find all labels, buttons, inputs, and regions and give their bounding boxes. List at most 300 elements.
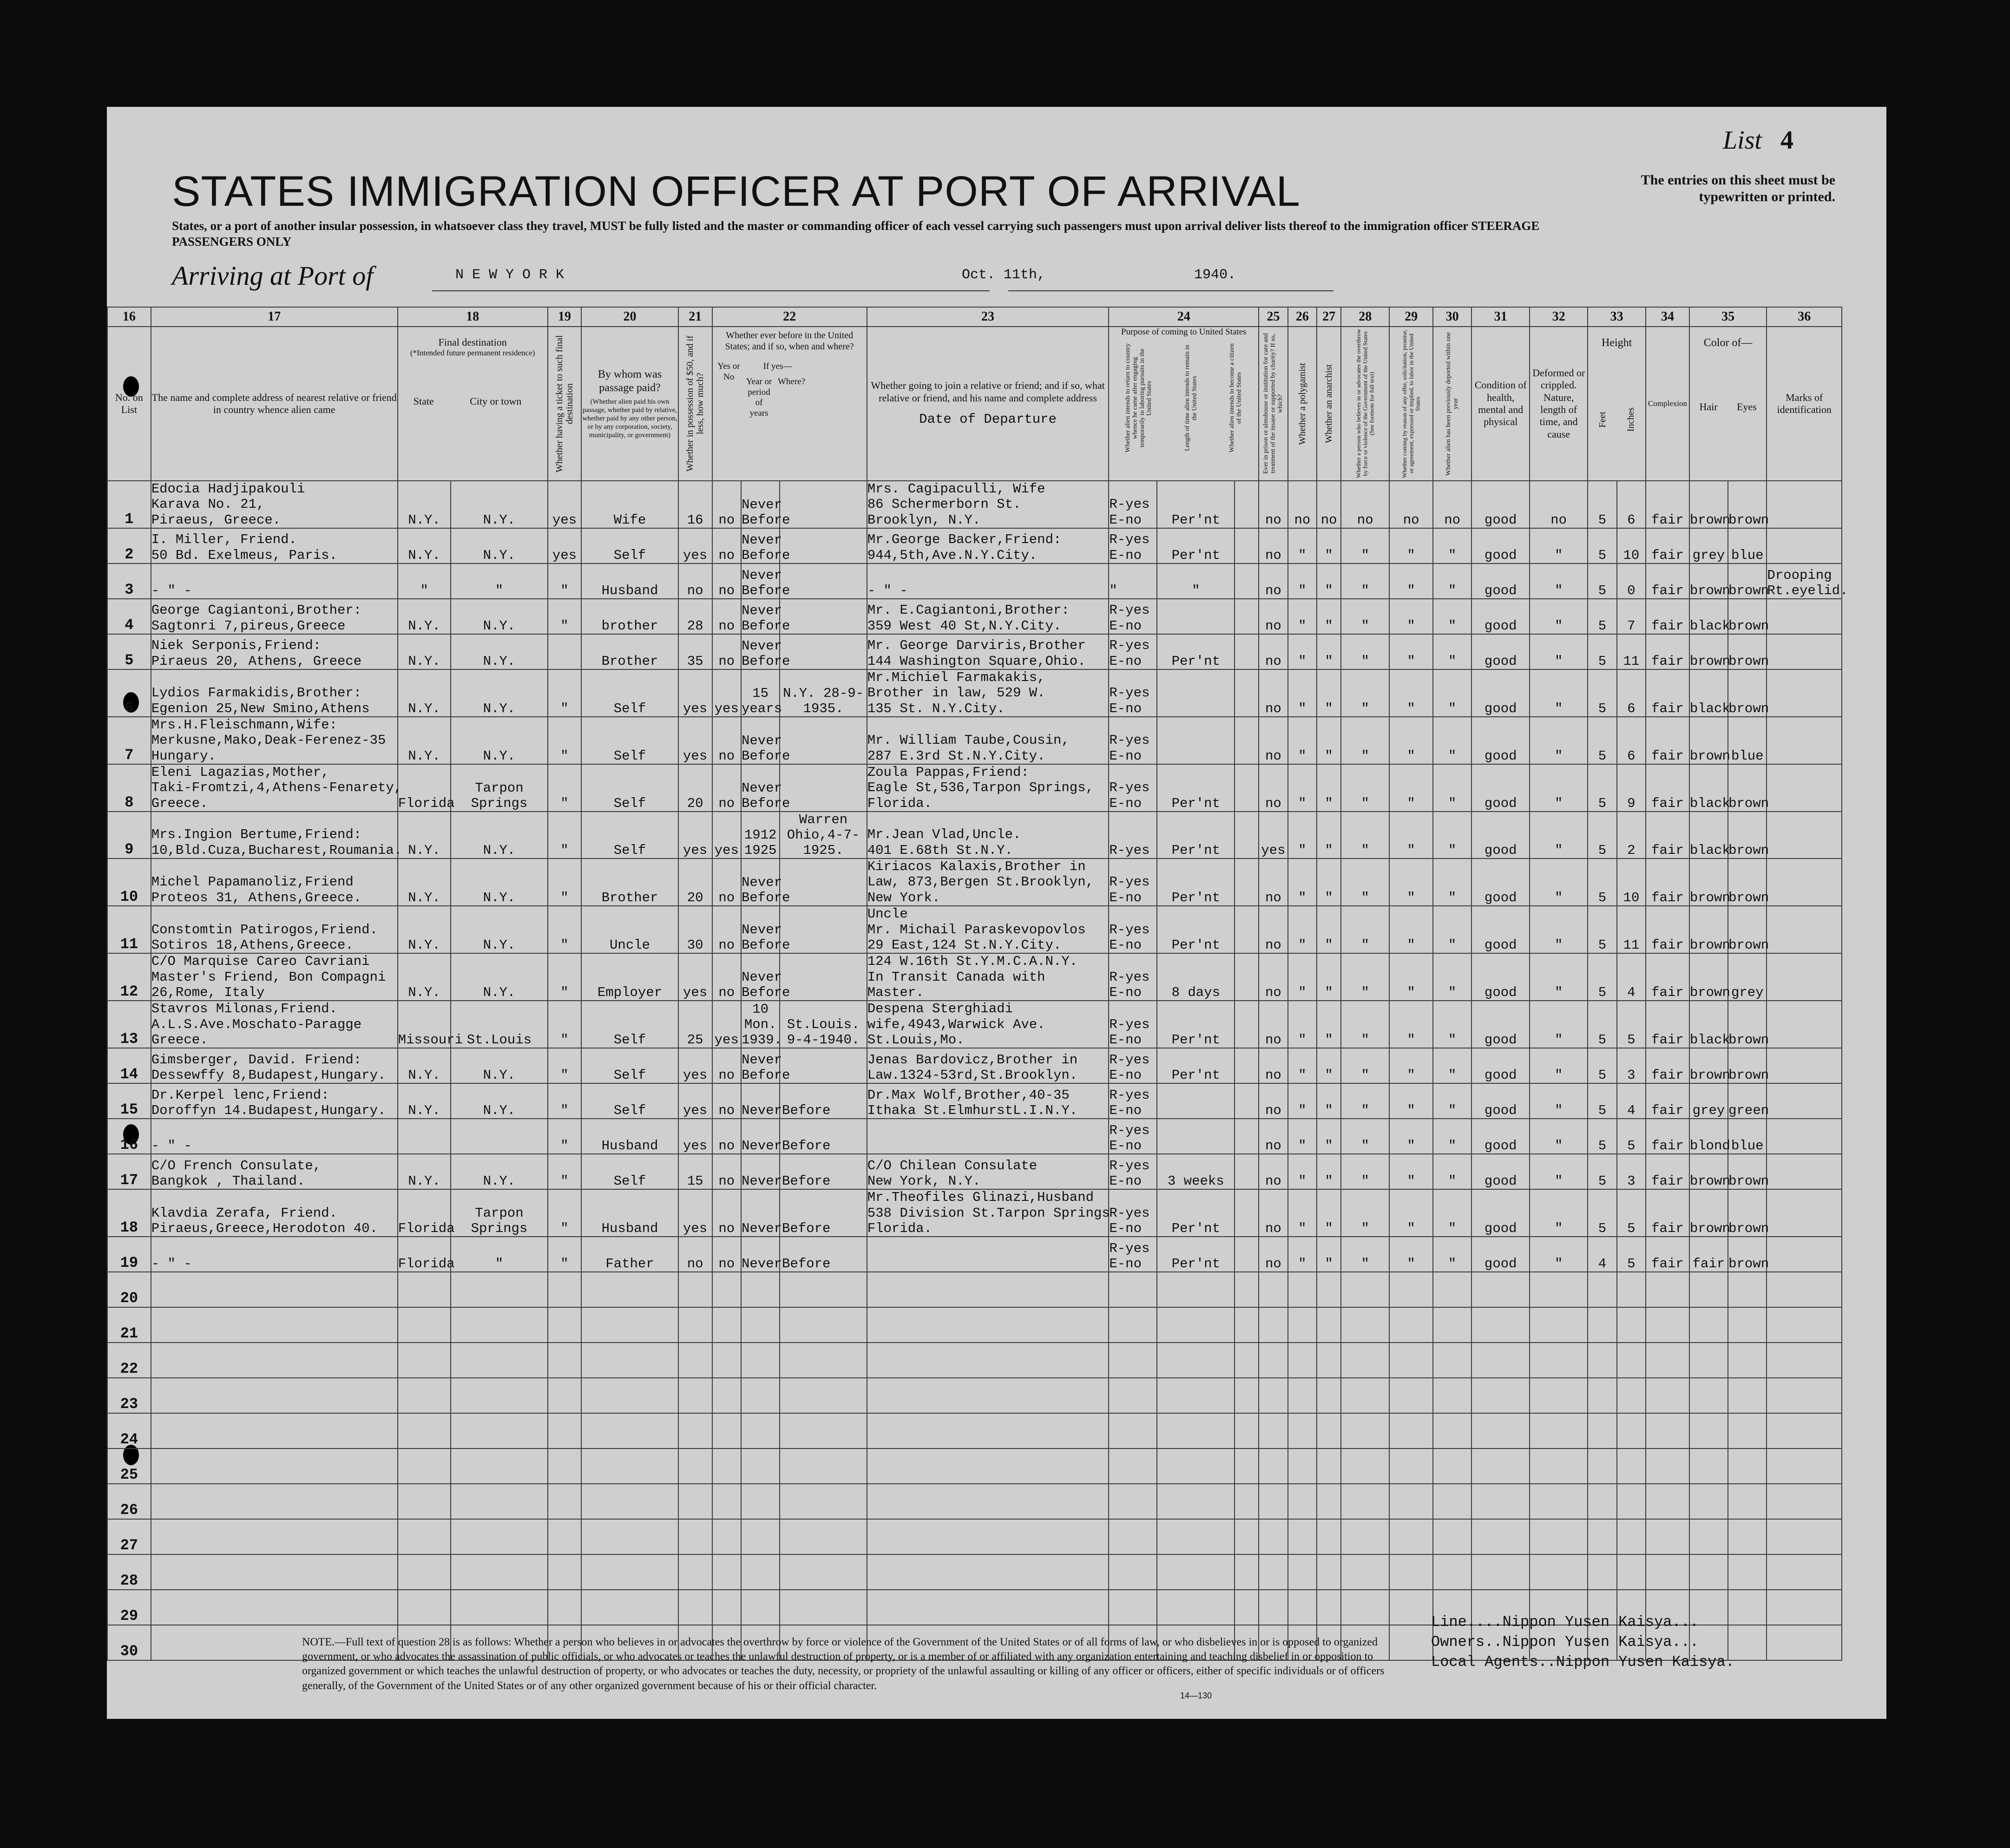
money-cell: yes — [678, 1083, 712, 1119]
health-cell: good — [1471, 764, 1530, 812]
hair-color: brown — [1689, 953, 1728, 1001]
prison-cell: no — [1259, 1237, 1287, 1272]
purpose-citizen — [1235, 1119, 1259, 1154]
header-eyes: Eyes — [1736, 400, 1757, 413]
complexion-cell: fair — [1646, 953, 1689, 1001]
joining-relative — [867, 634, 1109, 669]
polygamist-cell: " — [1288, 717, 1317, 764]
eye-color — [1728, 1413, 1767, 1448]
purpose-length: Per'nt — [1157, 1048, 1235, 1083]
purpose-return-line: R-yes — [1109, 1240, 1150, 1256]
destination-city: N.Y. — [451, 717, 547, 764]
ticket-cell — [548, 1554, 582, 1590]
height-inches: 0 — [1617, 564, 1646, 599]
purpose-return — [1109, 1083, 1157, 1119]
ticket-cell — [548, 634, 582, 669]
relative-address — [151, 1590, 398, 1625]
health-cell — [1471, 1484, 1530, 1519]
height-inches — [1617, 1413, 1646, 1448]
height-feet: 5 — [1588, 858, 1616, 906]
header-prison — [1259, 327, 1287, 481]
header-health: Condition of health, mental and physical — [1471, 327, 1530, 481]
paid-by-cell: Husband — [581, 564, 678, 599]
joining-relative — [867, 528, 1109, 564]
q30-cell — [1433, 1519, 1471, 1554]
height-inches: 11 — [1617, 906, 1646, 953]
health-cell: good — [1471, 858, 1530, 906]
hair-color — [1689, 1272, 1728, 1307]
ticket-cell — [548, 1448, 582, 1484]
purpose-return — [1109, 953, 1157, 1001]
paid-by-cell: Self — [581, 764, 678, 812]
purpose-return — [1109, 599, 1157, 634]
height-feet: 5 — [1588, 1119, 1616, 1154]
purpose-return — [1109, 564, 1157, 599]
ticket-cell: " — [548, 1189, 582, 1237]
hair-color — [1689, 1343, 1728, 1378]
before-where: St.Louis. 9-4-1940. — [780, 1001, 867, 1048]
paid-by-cell: Self — [581, 1001, 678, 1048]
q30-cell: " — [1433, 717, 1471, 764]
health-cell — [1471, 1272, 1530, 1307]
marks-cell — [1767, 1048, 1842, 1083]
purpose-return — [1109, 812, 1157, 858]
header-where: Where? — [778, 376, 806, 387]
q28-cell — [1341, 1307, 1389, 1343]
destination-city — [451, 1307, 547, 1343]
joining-relative-line: 287 E.3rd St.N.Y.City. — [867, 748, 1045, 764]
paid-by-cell: Brother — [581, 634, 678, 669]
before-year: 15 years — [741, 669, 780, 717]
header-no: No. on List — [107, 327, 151, 481]
ticket-cell: " — [548, 564, 582, 599]
deformed-cell — [1530, 1307, 1588, 1343]
complexion-cell: fair — [1646, 1048, 1689, 1083]
table-row — [107, 1307, 1842, 1343]
q30-cell — [1433, 1272, 1471, 1307]
destination-city: N.Y. — [451, 599, 547, 634]
complexion-cell: fair — [1646, 1237, 1689, 1272]
purpose-citizen — [1235, 764, 1259, 812]
table-row — [107, 1083, 1842, 1119]
deformed-cell: " — [1530, 953, 1588, 1001]
q28-cell: " — [1341, 953, 1389, 1001]
money-cell: 35 — [678, 634, 712, 669]
purpose-return-line: R-yes — [1109, 1016, 1150, 1032]
eye-color — [1728, 1272, 1767, 1307]
joining-relative — [867, 1448, 1109, 1484]
joining-relative-line: 944,5th,Ave.N.Y.City. — [867, 547, 1038, 563]
money-cell: yes — [678, 528, 712, 564]
purpose-length — [1157, 1590, 1235, 1625]
table-row — [107, 1048, 1842, 1083]
deformed-cell: " — [1530, 1154, 1588, 1189]
relative-address-line: Egenion 25,New Smino,Athens — [151, 701, 370, 716]
marks-cell — [1767, 717, 1842, 764]
eye-color: brown — [1728, 1189, 1767, 1237]
eye-color — [1728, 1378, 1767, 1413]
prison-cell: no — [1259, 1001, 1287, 1048]
complexion-cell: fair — [1646, 1154, 1689, 1189]
relative-address-line: I. Miller, Friend. — [151, 532, 297, 548]
health-cell: good — [1471, 564, 1530, 599]
q28-cell: " — [1341, 1001, 1389, 1048]
joining-relative — [867, 1378, 1109, 1413]
ticket-cell: " — [548, 1237, 582, 1272]
q29-cell: " — [1389, 764, 1433, 812]
header-money — [678, 327, 712, 481]
purpose-return — [1109, 1154, 1157, 1189]
joining-relative — [867, 599, 1109, 634]
complexion-cell: fair — [1646, 1083, 1689, 1119]
column-number: 23 — [867, 307, 1109, 327]
relative-address-line: C/O Marquise Careo Cavriani — [151, 954, 370, 970]
row-number: 28 — [107, 1554, 151, 1590]
purpose-return-line: R-yes — [1109, 638, 1150, 654]
anarchist-cell: " — [1317, 1189, 1341, 1237]
joining-relative — [867, 1154, 1109, 1189]
joining-relative-line: Mr. E.Cagiantoni,Brother: — [867, 603, 1070, 618]
before-year — [741, 1590, 780, 1625]
eye-color: brown — [1728, 906, 1767, 953]
header-relative: The name and complete address of nearest relative or friend in country whence alien came — [151, 327, 398, 481]
health-cell: good — [1471, 1048, 1530, 1083]
joining-relative — [867, 1272, 1109, 1307]
prison-cell: no — [1259, 1154, 1287, 1189]
hair-color — [1689, 1484, 1728, 1519]
before-yes-no — [712, 1448, 741, 1484]
hair-color — [1689, 1307, 1728, 1343]
eye-color: blue — [1728, 1119, 1767, 1154]
relative-address-line: Stavros Milonas,Friend. — [151, 1001, 337, 1017]
relative-address-line: Dessewffy 8,Budapest,Hungary. — [151, 1067, 386, 1083]
ticket-cell: " — [548, 812, 582, 858]
column-number: 36 — [1767, 307, 1842, 327]
column-number: 21 — [678, 307, 712, 327]
ticket-cell — [548, 1272, 582, 1307]
relative-address-line: Hungary. — [151, 748, 216, 764]
purpose-return-line: R-yes — [1109, 1158, 1150, 1173]
polygamist-cell: " — [1288, 764, 1317, 812]
joining-relative-line: Mr.Theofiles Glinazi,Husband — [867, 1190, 1094, 1206]
height-feet — [1588, 1413, 1616, 1448]
table-row — [107, 599, 1842, 634]
polygamist-cell — [1288, 1554, 1317, 1590]
purpose-return — [1109, 1519, 1157, 1554]
relative-address-line: - " - — [151, 583, 192, 598]
polygamist-cell: " — [1288, 1083, 1317, 1119]
q28-cell: " — [1341, 634, 1389, 669]
purpose-return — [1109, 1554, 1157, 1590]
polygamist-cell: " — [1288, 634, 1317, 669]
ticket-cell: " — [548, 1001, 582, 1048]
purpose-citizen — [1235, 1307, 1259, 1343]
joining-relative — [867, 481, 1109, 528]
port-underline — [432, 290, 990, 291]
polygamist-cell: " — [1288, 599, 1317, 634]
height-inches: 4 — [1617, 953, 1646, 1001]
q29-cell: " — [1389, 1048, 1433, 1083]
height-feet: 5 — [1588, 812, 1616, 858]
prison-cell: no — [1259, 1119, 1287, 1154]
before-where — [780, 599, 867, 634]
purpose-citizen — [1235, 717, 1259, 764]
before-yes-no: no — [712, 634, 741, 669]
relative-address-line: Proteos 31, Athens,Greece. — [151, 890, 362, 905]
header-q30-text: Whether alien has been previously deported within one year — [1445, 332, 1459, 476]
relative-address — [151, 1237, 398, 1272]
before-year — [741, 1378, 780, 1413]
anarchist-cell: " — [1317, 953, 1341, 1001]
q29-cell — [1389, 1484, 1433, 1519]
height-inches: 5 — [1617, 1237, 1646, 1272]
before-where — [780, 1048, 867, 1083]
anarchist-cell: " — [1317, 1083, 1341, 1119]
purpose-citizen — [1235, 858, 1259, 906]
anarchist-cell: " — [1317, 564, 1341, 599]
purpose-length: Per'nt — [1157, 1001, 1235, 1048]
destination-city: " — [451, 564, 547, 599]
line-label: Line — [1431, 1613, 1467, 1631]
eye-color: brown — [1728, 1154, 1767, 1189]
purpose-length — [1157, 1272, 1235, 1307]
before-yes-no: no — [712, 528, 741, 564]
anarchist-cell — [1317, 1307, 1341, 1343]
height-inches: 3 — [1617, 1154, 1646, 1189]
purpose-length: Per'nt — [1157, 764, 1235, 812]
destination-state: N.Y. — [398, 812, 451, 858]
header-paid — [581, 327, 678, 481]
before-yes-no — [712, 1484, 741, 1519]
destination-state — [398, 1378, 451, 1413]
joining-relative-line: 29 East,124 St.N.Y.City. — [867, 937, 1062, 953]
header-row — [107, 327, 1842, 481]
paid-by-cell — [581, 1343, 678, 1378]
purpose-return-line: R-yes — [1109, 497, 1150, 512]
complexion-cell — [1646, 1448, 1689, 1484]
destination-city: N.Y. — [451, 953, 547, 1001]
before-where: N.Y. 28-9-1935. — [780, 669, 867, 717]
health-cell: good — [1471, 669, 1530, 717]
relative-address-line: Piraeus,Greece,Herodoton 40. — [151, 1220, 378, 1236]
table-row — [107, 1413, 1842, 1448]
height-feet: 5 — [1588, 764, 1616, 812]
purpose-citizen — [1235, 1272, 1259, 1307]
deformed-cell — [1530, 1554, 1588, 1590]
paid-by-cell: Wife — [581, 481, 678, 528]
before-where — [780, 1484, 867, 1519]
purpose-return-line: E-no — [1109, 653, 1142, 669]
health-cell: good — [1471, 717, 1530, 764]
header-purpose-return: Whether alien intends to return to country whence he came after engaging temporarily in laboring pursuits in the United States — [1124, 343, 1153, 453]
polygamist-cell: " — [1288, 669, 1317, 717]
destination-city — [451, 1272, 547, 1307]
q29-cell: " — [1389, 564, 1433, 599]
ticket-cell — [548, 1590, 582, 1625]
height-inches — [1617, 1378, 1646, 1413]
height-inches — [1617, 1448, 1646, 1484]
destination-city — [451, 1590, 547, 1625]
purpose-length — [1157, 669, 1235, 717]
q29-cell: " — [1389, 634, 1433, 669]
marks-cell — [1767, 599, 1842, 634]
height-feet: 5 — [1588, 1048, 1616, 1083]
column-number: 19 — [548, 307, 582, 327]
joining-relative-line: Eagle St,536,Tarpon Springs, — [867, 780, 1094, 796]
prison-cell: no — [1259, 906, 1287, 953]
relative-address — [151, 1083, 398, 1119]
height-inches — [1617, 1519, 1646, 1554]
relative-address — [151, 1001, 398, 1048]
destination-city: N.Y. — [451, 906, 547, 953]
before-where — [780, 717, 867, 764]
table-row — [107, 906, 1842, 953]
table-row — [107, 634, 1842, 669]
purpose-return — [1109, 481, 1157, 528]
before-where — [780, 1272, 867, 1307]
height-feet — [1588, 1343, 1616, 1378]
money-cell: 15 — [678, 1154, 712, 1189]
destination-state: N.Y. — [398, 858, 451, 906]
relative-address-line: Niek Serponis,Friend: — [151, 638, 322, 654]
q28-cell — [1341, 1413, 1389, 1448]
marks-cell — [1767, 1307, 1842, 1343]
height-inches: 2 — [1617, 812, 1646, 858]
joining-relative-line: Mr. George Darviris,Brother — [867, 638, 1086, 654]
height-feet — [1588, 1519, 1616, 1554]
joining-relative-line: Uncle — [867, 906, 908, 922]
purpose-citizen — [1235, 1484, 1259, 1519]
purpose-return-line: E-no — [1109, 1102, 1142, 1118]
row-number: 23 — [107, 1378, 151, 1413]
q29-cell — [1389, 1625, 1433, 1660]
relative-address-line: Mrs.Ingion Bertume,Friend: — [151, 827, 362, 843]
purpose-return-line: R-yes — [1109, 1087, 1150, 1103]
before-yes-no: yes — [712, 1001, 741, 1048]
header-purpose-length: Length of time alien intends to remain in the United States — [1183, 345, 1198, 452]
before-where: Warren Ohio,4-7-1925. — [780, 812, 867, 858]
relative-address-line: Greece. — [151, 1032, 208, 1048]
relative-address — [151, 953, 398, 1001]
purpose-return-line: R-yes — [1109, 874, 1150, 890]
before-yes-no — [712, 1272, 741, 1307]
anarchist-cell: " — [1317, 1237, 1341, 1272]
hair-color: brown — [1689, 858, 1728, 906]
eye-color — [1728, 1484, 1767, 1519]
money-cell: 28 — [678, 599, 712, 634]
relative-address-line: - " - — [151, 1138, 192, 1153]
table-row — [107, 858, 1842, 906]
purpose-return-line: E-no — [1109, 547, 1142, 563]
before-where — [780, 481, 867, 528]
purpose-return-line: E-no — [1109, 1256, 1142, 1271]
owners-label: Owners — [1431, 1633, 1485, 1651]
destination-state: N.Y. — [398, 528, 451, 564]
paid-by-cell — [581, 1272, 678, 1307]
header-date-departure: Date of Departure — [919, 411, 1057, 427]
table-row — [107, 1154, 1842, 1189]
row-number: 21 — [107, 1307, 151, 1343]
eye-color: green — [1728, 1083, 1767, 1119]
relative-address — [151, 564, 398, 599]
destination-city — [451, 1448, 547, 1484]
q28-cell: " — [1341, 599, 1389, 634]
purpose-length — [1157, 1554, 1235, 1590]
joining-relative — [867, 1119, 1109, 1154]
row-number: 1 — [107, 481, 151, 528]
height-feet — [1588, 1448, 1616, 1484]
marks-cell — [1767, 1484, 1842, 1519]
purpose-length: Per'nt — [1157, 1237, 1235, 1272]
prison-cell: no — [1259, 669, 1287, 717]
purpose-citizen — [1235, 1448, 1259, 1484]
prison-cell — [1259, 1307, 1287, 1343]
header-marks: Marks of identification — [1767, 327, 1842, 481]
destination-state: N.Y. — [398, 1048, 451, 1083]
paid-by-cell — [581, 1484, 678, 1519]
ticket-cell — [548, 1307, 582, 1343]
complexion-cell: fair — [1646, 906, 1689, 953]
before-where — [780, 1554, 867, 1590]
q30-cell: " — [1433, 1119, 1471, 1154]
eye-color: brown — [1728, 669, 1767, 717]
paid-by-cell: Husband — [581, 1119, 678, 1154]
before-yes-no: no — [712, 1237, 741, 1272]
hair-color — [1689, 1554, 1728, 1590]
hair-color: brown — [1689, 906, 1728, 953]
destination-city: N.Y. — [451, 1154, 547, 1189]
joining-relative-line: Jenas Bardovicz,Brother in — [867, 1052, 1078, 1068]
table-row — [107, 1119, 1842, 1154]
ticket-cell: " — [548, 953, 582, 1001]
destination-state — [398, 1272, 451, 1307]
agents-label: Local Agents — [1431, 1653, 1538, 1671]
column-number: 32 — [1530, 307, 1588, 327]
joining-relative-line: 144 Washington Square,Ohio. — [867, 653, 1086, 669]
joining-relative-line: Mr.George Backer,Friend: — [867, 532, 1062, 548]
paid-by-cell — [581, 1307, 678, 1343]
before-yes-no: yes — [712, 812, 741, 858]
joining-relative-line: 86 Schermerborn St. — [867, 497, 1021, 512]
eye-color: brown — [1728, 634, 1767, 669]
hair-color: brown — [1689, 481, 1728, 528]
ticket-cell — [548, 1519, 582, 1554]
paid-by-cell — [581, 1448, 678, 1484]
ticket-cell: yes — [548, 481, 582, 528]
q30-cell — [1433, 1378, 1471, 1413]
column-number-row — [107, 307, 1842, 327]
q29-cell: " — [1389, 599, 1433, 634]
joining-relative-line: wife,4943,Warwick Ave. — [867, 1016, 1045, 1032]
anarchist-cell: " — [1317, 812, 1341, 858]
ticket-cell: " — [548, 1154, 582, 1189]
height-inches — [1617, 1343, 1646, 1378]
money-cell: 30 — [678, 906, 712, 953]
purpose-return — [1109, 1237, 1157, 1272]
destination-state: N.Y. — [398, 634, 451, 669]
entries-note: The entries on this sheet must be typewritten or printed. — [1641, 172, 1835, 204]
marks-cell — [1767, 634, 1842, 669]
relative-address — [151, 1343, 398, 1378]
money-cell: 20 — [678, 764, 712, 812]
joining-relative-line: Kiriacos Kalaxis,Brother in — [867, 859, 1086, 875]
header-color — [1689, 327, 1767, 481]
row-number: 10 — [107, 858, 151, 906]
relative-address-line: Dr.Kerpel lenc,Friend: — [151, 1087, 329, 1103]
hair-color: fair — [1689, 1237, 1728, 1272]
purpose-citizen — [1235, 634, 1259, 669]
destination-city — [451, 1378, 547, 1413]
